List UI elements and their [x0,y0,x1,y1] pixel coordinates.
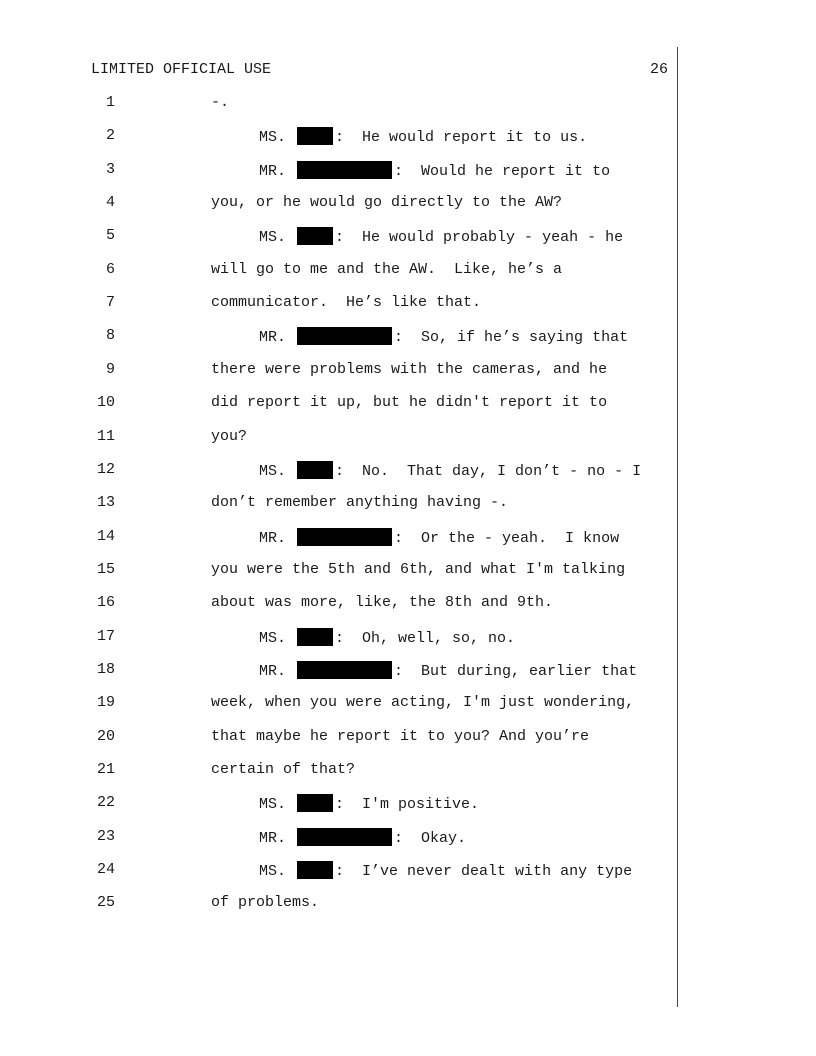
line-text [259,461,641,480]
transcript-line [0,594,676,614]
transcript-line [0,227,676,247]
line-number: 17 [96,627,115,645]
transcript-line [0,294,676,314]
spoken-text: of problems. [211,894,320,912]
spoken-text: -. [211,94,230,111]
speaker-title: MR. [259,529,287,547]
line-text [211,594,553,611]
header-classification: LIMITED OFFICIAL USE [91,61,272,78]
transcript-line [0,761,676,781]
redaction-box [297,628,333,646]
redaction-box [297,461,333,479]
line-text [211,394,607,411]
line-number: 16 [96,594,115,612]
line-number: 5 [105,227,115,245]
spoken-text: about was more, like, the 8th and 9th. [211,594,554,612]
speaker-title: MS. [259,462,287,480]
spoken-text: week, when you were acting, I'm just wondering, [211,694,635,712]
transcript-line [0,194,676,214]
line-number: 18 [96,660,115,678]
transcript-line [0,361,676,381]
line-number: 15 [96,560,115,578]
speaker-title: MS. [259,229,287,247]
line-number: 3 [105,160,115,178]
spoken-text: there were problems with the cameras, and he [211,360,608,378]
line-number: 2 [105,127,115,145]
speaker-title: MS. [259,863,287,881]
line-number: 8 [105,327,115,345]
speaker-title: MR. [259,329,287,347]
line-text [211,694,634,711]
spoken-text: : Oh, well, so, no. [335,629,516,647]
redaction-box [297,528,392,546]
transcript-line [0,494,676,514]
redaction-box [297,794,333,812]
redaction-box [297,661,392,679]
transcript-line [0,127,676,147]
spoken-text: : I'm positive. [335,796,480,814]
redaction-box [297,227,333,245]
speaker-title: MS. [259,629,287,647]
line-text [211,428,247,445]
line-number: 22 [96,794,115,812]
spoken-text: : No. That day, I don’t - no - I [335,462,642,480]
line-number: 6 [105,260,115,278]
spoken-text: certain of that? [211,761,356,778]
line-text [211,728,589,745]
line-text [259,628,515,647]
line-text [259,828,466,847]
speaker-title: MS. [259,129,287,147]
line-number: 7 [105,294,115,312]
spoken-text: : Would he report it to [394,162,611,180]
spoken-text: you, or he would go directly to the AW? [211,194,563,212]
line-text [259,161,610,180]
spoken-text: : I’ve never dealt with any type [335,863,633,881]
line-number: 23 [96,827,115,845]
spoken-text: you were the 5th and 6th, and what I'm talking [211,560,626,578]
line-text [259,661,637,680]
spoken-text: : But during, earlier that [394,662,638,680]
transcript-line [0,828,676,848]
transcript-line [0,561,676,581]
transcript-line [0,528,676,548]
line-text [259,127,587,146]
transcript-line [0,461,676,481]
spoken-text: : He would report it to us. [335,129,588,147]
line-number: 24 [96,861,115,879]
line-text [211,194,562,211]
spoken-text: will go to me and the AW. Like, he’s a [211,260,563,278]
spoken-text: : He would probably - yeah - he [335,229,624,247]
redaction-box [297,861,333,879]
line-text [211,294,481,311]
line-number: 1 [105,94,115,111]
line-number: 11 [96,427,115,445]
speaker-title: MS. [259,796,287,814]
line-number: 10 [96,394,115,412]
transcript-line [0,394,676,414]
redaction-box [297,161,392,179]
line-text [211,361,607,378]
line-number: 25 [96,894,115,912]
transcript-line [0,428,676,448]
line-text [211,561,625,578]
line-number: 19 [96,694,115,712]
transcript-line [0,94,676,114]
transcript-line [0,728,676,748]
speaker-title: MR. [259,662,287,680]
transcript-line [0,628,676,648]
transcript-line [0,794,676,814]
line-text [211,761,355,778]
line-number: 4 [105,194,115,212]
line-number: 14 [96,527,115,545]
line-text [211,261,562,278]
line-number: 9 [105,360,115,378]
line-text [211,494,508,511]
spoken-text: don’t remember anything having -. [211,494,509,512]
spoken-text: that maybe he report it to you? And you’re [211,727,590,745]
speaker-title: MR. [259,162,287,180]
line-text [259,528,619,547]
line-text [259,794,479,813]
spoken-text: : So, if he’s saying that [394,329,629,347]
transcript-line [0,327,676,347]
transcript-line [0,861,676,881]
line-text [211,94,229,111]
redaction-box [297,327,392,345]
speaker-title: MR. [259,829,287,847]
spoken-text: you? [211,427,248,445]
line-number: 20 [96,727,115,745]
line-number: 12 [96,460,115,478]
transcript-line [0,261,676,281]
page-number: 26 [649,61,668,78]
transcript-line [0,161,676,181]
line-text [259,861,632,880]
transcript-line [0,694,676,714]
transcript-line [0,661,676,681]
right-margin-rule [677,47,678,1007]
transcript-line [0,894,676,914]
spoken-text: communicator. He’s like that. [211,294,482,312]
line-text [211,894,319,911]
line-text [259,327,628,346]
line-text [259,227,623,246]
line-number: 13 [96,494,115,512]
line-number: 21 [96,761,115,778]
spoken-text: : Or the - yeah. I know [394,529,620,547]
redaction-box [297,127,333,145]
spoken-text: did report it up, but he didn't report it to [211,394,608,412]
spoken-text: : Okay. [394,829,467,847]
redaction-box [297,828,392,846]
